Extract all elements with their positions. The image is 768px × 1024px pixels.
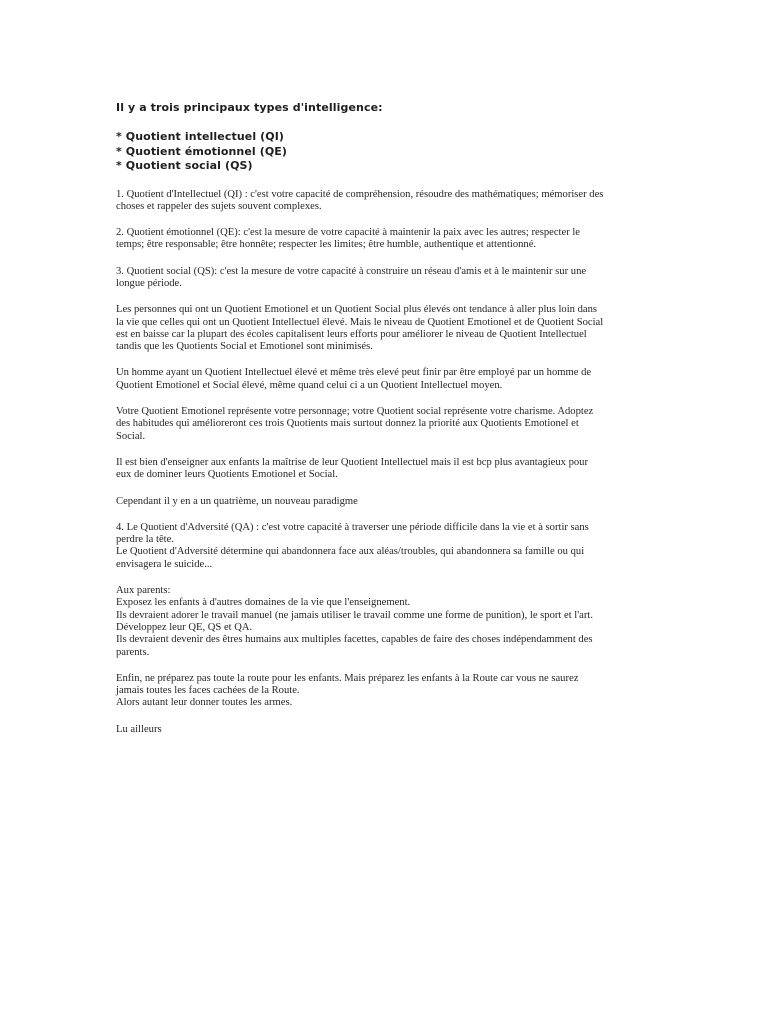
paragraph-example bbox=[116, 367, 658, 392]
text-line: Aux parents: bbox=[116, 585, 171, 597]
text-line: des habitudes qui amélioreront ces trois Quotients mais surtout donnez la priorité aux Quotients Emotionel et bbox=[116, 418, 579, 430]
text-line: Exposez les enfants à d'autres domaines de la vie que l'enseignement. bbox=[116, 597, 411, 609]
text-line: 3. Quotient social (QS): c'est la mesure de votre capacité à construire un réseau d'amis et à le maintenir sur une bbox=[116, 265, 587, 277]
type-heading-qe: * Quotient émotionnel (QE) bbox=[116, 144, 288, 158]
paragraph-qe-definition bbox=[116, 227, 658, 252]
type-heading-qi: * Quotient intellectuel (QI) bbox=[116, 130, 285, 143]
text-line: eux de dominer leurs Quotients Emotionel et Social. bbox=[116, 469, 338, 481]
text-line: Alors autant leur donner toutes les armes. bbox=[116, 697, 293, 709]
body-text bbox=[116, 189, 658, 737]
text-line: la vie que celles qui ont un Quotient Intellectuel élevé. Mais le niveau de Quotient Emotionel et de Quotient Social bbox=[116, 316, 604, 328]
text-line: Ils devraient devenir des êtres humains aux multiples facettes, capables de faire des choses indépendamment des bbox=[116, 634, 593, 646]
text-line: Les personnes qui ont un Quotient Emotionel et un Quotient Social plus élevés ont tendance à aller plus loin dans bbox=[116, 304, 598, 316]
text-line: tandis que les Quotients Social et Emotionel sont minimisés. bbox=[116, 341, 373, 353]
paragraph-comparison bbox=[116, 304, 658, 353]
paragraph-character bbox=[116, 406, 658, 443]
paragraph-qi-definition bbox=[116, 189, 658, 214]
text-line: Ils devraient adorer le travail manuel (ne jamais utiliser le travail comme une forme de punition), le sport et l'art. bbox=[116, 609, 593, 621]
text-line: envisagera le suicide... bbox=[116, 558, 213, 570]
text-line: Un homme ayant un Quotient Intellectuel élevé et même très elevé peut finir par être employé par un homme de bbox=[116, 367, 592, 379]
text-line: Enfin, ne préparez pas toute la route pour les enfants. Mais préparez les enfants à la Route car vous ne saurez bbox=[116, 672, 579, 684]
text-line: 4. Le Quotient d'Adversité (QA) : c'est votre capacité à traverser une période difficile dans la vie et à sortir sans bbox=[116, 521, 589, 533]
paragraph-fourth-intro bbox=[116, 496, 658, 508]
text-line: est en baisse car la plupart des écoles capitalisent leurs efforts pour améliorer le niveau de Quotient Intellectuel bbox=[116, 328, 587, 340]
text-line: 2. Quotient émotionnel (QE): c'est la mesure de votre capacité à maintenir la paix avec les autres; respecter le bbox=[116, 227, 581, 239]
text-line: Social. bbox=[116, 430, 146, 442]
paragraph-teaching bbox=[116, 457, 658, 482]
type-heading-qs: * Quotient social (QS) bbox=[116, 159, 253, 172]
text-line: jamais toutes les faces cachées de la Route. bbox=[116, 685, 300, 697]
heading-block bbox=[116, 101, 658, 174]
text-line: longue période. bbox=[116, 277, 182, 289]
text-line: Il est bien d'enseigner aux enfants la maîtrise de leur Quotient Intellectuel mais il est bcp plus avantagieux pour bbox=[116, 456, 589, 468]
text-line: parents. bbox=[116, 646, 150, 658]
paragraph-qa-definition bbox=[116, 522, 658, 571]
paragraph-source bbox=[116, 724, 658, 736]
paragraph-qs-definition bbox=[116, 266, 658, 291]
text-line: 1. Quotient d'Intellectuel (QI) : c'est votre capacité de compréhension, résoudre des mathématiques; mémoriser des bbox=[116, 188, 604, 200]
text-line: Votre Quotient Emotionel représente votre personnage; votre Quotient social représente votre charisme. Adoptez bbox=[116, 406, 594, 418]
intro-heading: Il y a trois principaux types d'intelligence: bbox=[116, 101, 383, 114]
heading-spacer bbox=[116, 116, 658, 131]
paragraph-conclusion bbox=[116, 673, 658, 710]
text-line: Quotient Emotionel et Social élevé, même quand celui ci a un Quotient Intellectuel moyen. bbox=[116, 379, 503, 391]
text-line: Cependant il y en a un quatrième, un nouveau paradigme bbox=[116, 495, 358, 507]
text-line: Développez leur QE, QS et QA. bbox=[116, 621, 253, 633]
text-line: Le Quotient d'Adversité détermine qui abandonnera face aux aléas/troubles, qui abandonnera sa famille ou qui bbox=[116, 546, 585, 558]
paragraph-parents bbox=[116, 585, 658, 659]
text-line: temps; être responsable; être honnête; respecter les limites; être humble, authentique et attentionné. bbox=[116, 239, 537, 251]
text-line: Lu ailleurs bbox=[116, 723, 162, 735]
text-line: choses et rappeler des sujets souvent complexes. bbox=[116, 200, 322, 212]
text-line: perdre la tête. bbox=[116, 534, 174, 546]
